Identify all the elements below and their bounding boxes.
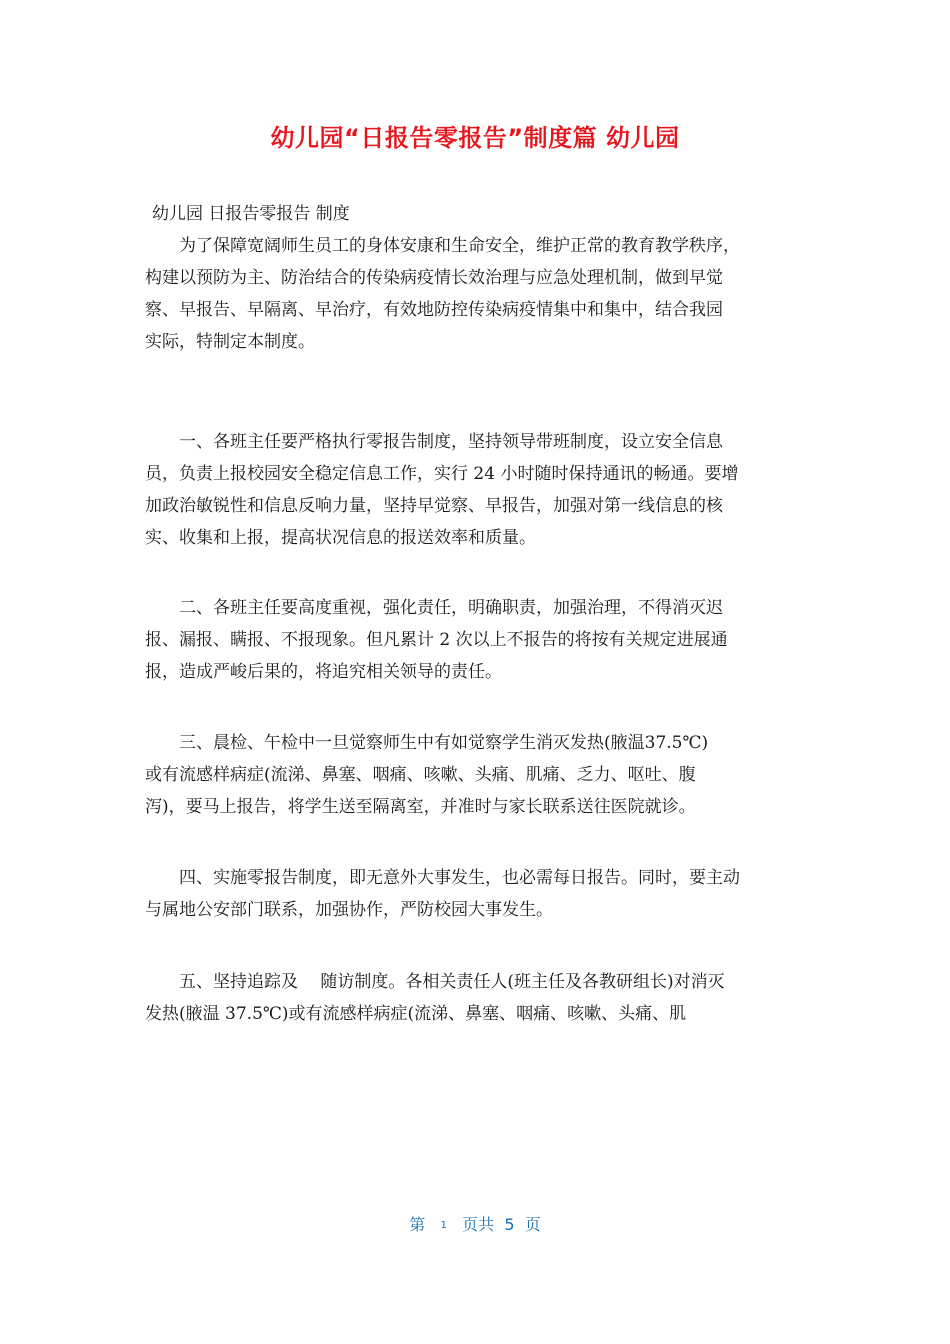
- paragraph-item-4: [145, 862, 810, 926]
- paragraph-line: 四、实施零报告制度，即无意外大事发生，也必需每日报告。同时，要主动: [145, 868, 740, 888]
- paragraph-line: 或有流感样病症(流涕、鼻塞、咽痛、咳嗽、头痛、肌痛、乏力、呕吐、腹: [145, 765, 696, 785]
- paragraph-line: 员，负责上报校园安全稳定信息工作，实行 24 小时随时保持通讯的畅通。要增: [145, 464, 739, 484]
- document-title: 幼儿园“日报告零报告”制度篇 幼儿园: [270, 124, 680, 152]
- footer-middle: 页共: [462, 1215, 495, 1234]
- paragraph-item-1: [145, 426, 810, 554]
- paragraph-line: 二、各班主任要高度重视，强化责任，明确职责，加强治理，不得消灭迟: [145, 598, 723, 618]
- paragraph-line: 察、早报告、早隔离、早治疗，有效地防控传染病疫情集中和集中，结合我园: [145, 300, 723, 320]
- paragraph-line: 发热(腋温 37.5℃)或有流感样病症(流涕、鼻塞、咽痛、咳嗽、头痛、肌: [145, 1004, 687, 1024]
- paragraph-intro: [145, 230, 810, 358]
- paragraph-line: 报、漏报、瞒报、不报现象。但凡累计 2 次以上不报告的将按有关规定进展通: [145, 630, 728, 650]
- paragraph-item-2: [145, 592, 810, 688]
- paragraph-line: 实际，特制定本制度。: [145, 332, 315, 352]
- paragraph-item-5: [145, 966, 810, 1030]
- page-footer: [0, 1212, 950, 1235]
- paragraph-line: 报，造成严峻后果的，将追究相关领导的责任。: [145, 662, 502, 682]
- paragraph-line: 一、各班主任要严格执行零报告制度，坚持领导带班制度，设立安全信息: [145, 432, 723, 452]
- paragraph-line: 构建以预防为主、防治结合的传染病疫情长效治理与应急处理机制，做到早觉: [145, 268, 723, 288]
- footer-page-number: 1: [440, 1220, 447, 1231]
- paragraph-line: 加政治敏锐性和信息反响力量，坚持早觉察、早报告，加强对第一线信息的核: [145, 496, 723, 516]
- paragraph-line: 实、收集和上报，提高状况信息的报送效率和质量。: [145, 528, 536, 548]
- footer-total-pages: 5: [504, 1215, 515, 1234]
- footer-prefix: 第: [409, 1215, 426, 1234]
- document-subtitle: 幼儿园 日报告零报告 制度: [152, 204, 350, 224]
- footer-suffix: 页: [524, 1215, 541, 1234]
- paragraph-item-3: [145, 727, 810, 823]
- paragraph-line: 五、坚持追踪及 随访制度。各相关责任人(班主任及各教研组长)对消灭: [145, 972, 725, 992]
- paragraph-line: 三、晨检、午检中一旦觉察师生中有如觉察学生消灭发热(腋温37.5℃): [145, 733, 709, 753]
- paragraph-line: 与属地公安部门联系，加强协作，严防校园大事发生。: [145, 900, 553, 920]
- paragraph-line: 为了保障宽阔师生员工的身体安康和生命安全，维护正常的教育教学秩序，: [145, 236, 740, 256]
- paragraph-line: 泻)，要马上报告，将学生送至隔离室，并准时与家长联系送往医院就诊。: [145, 797, 696, 817]
